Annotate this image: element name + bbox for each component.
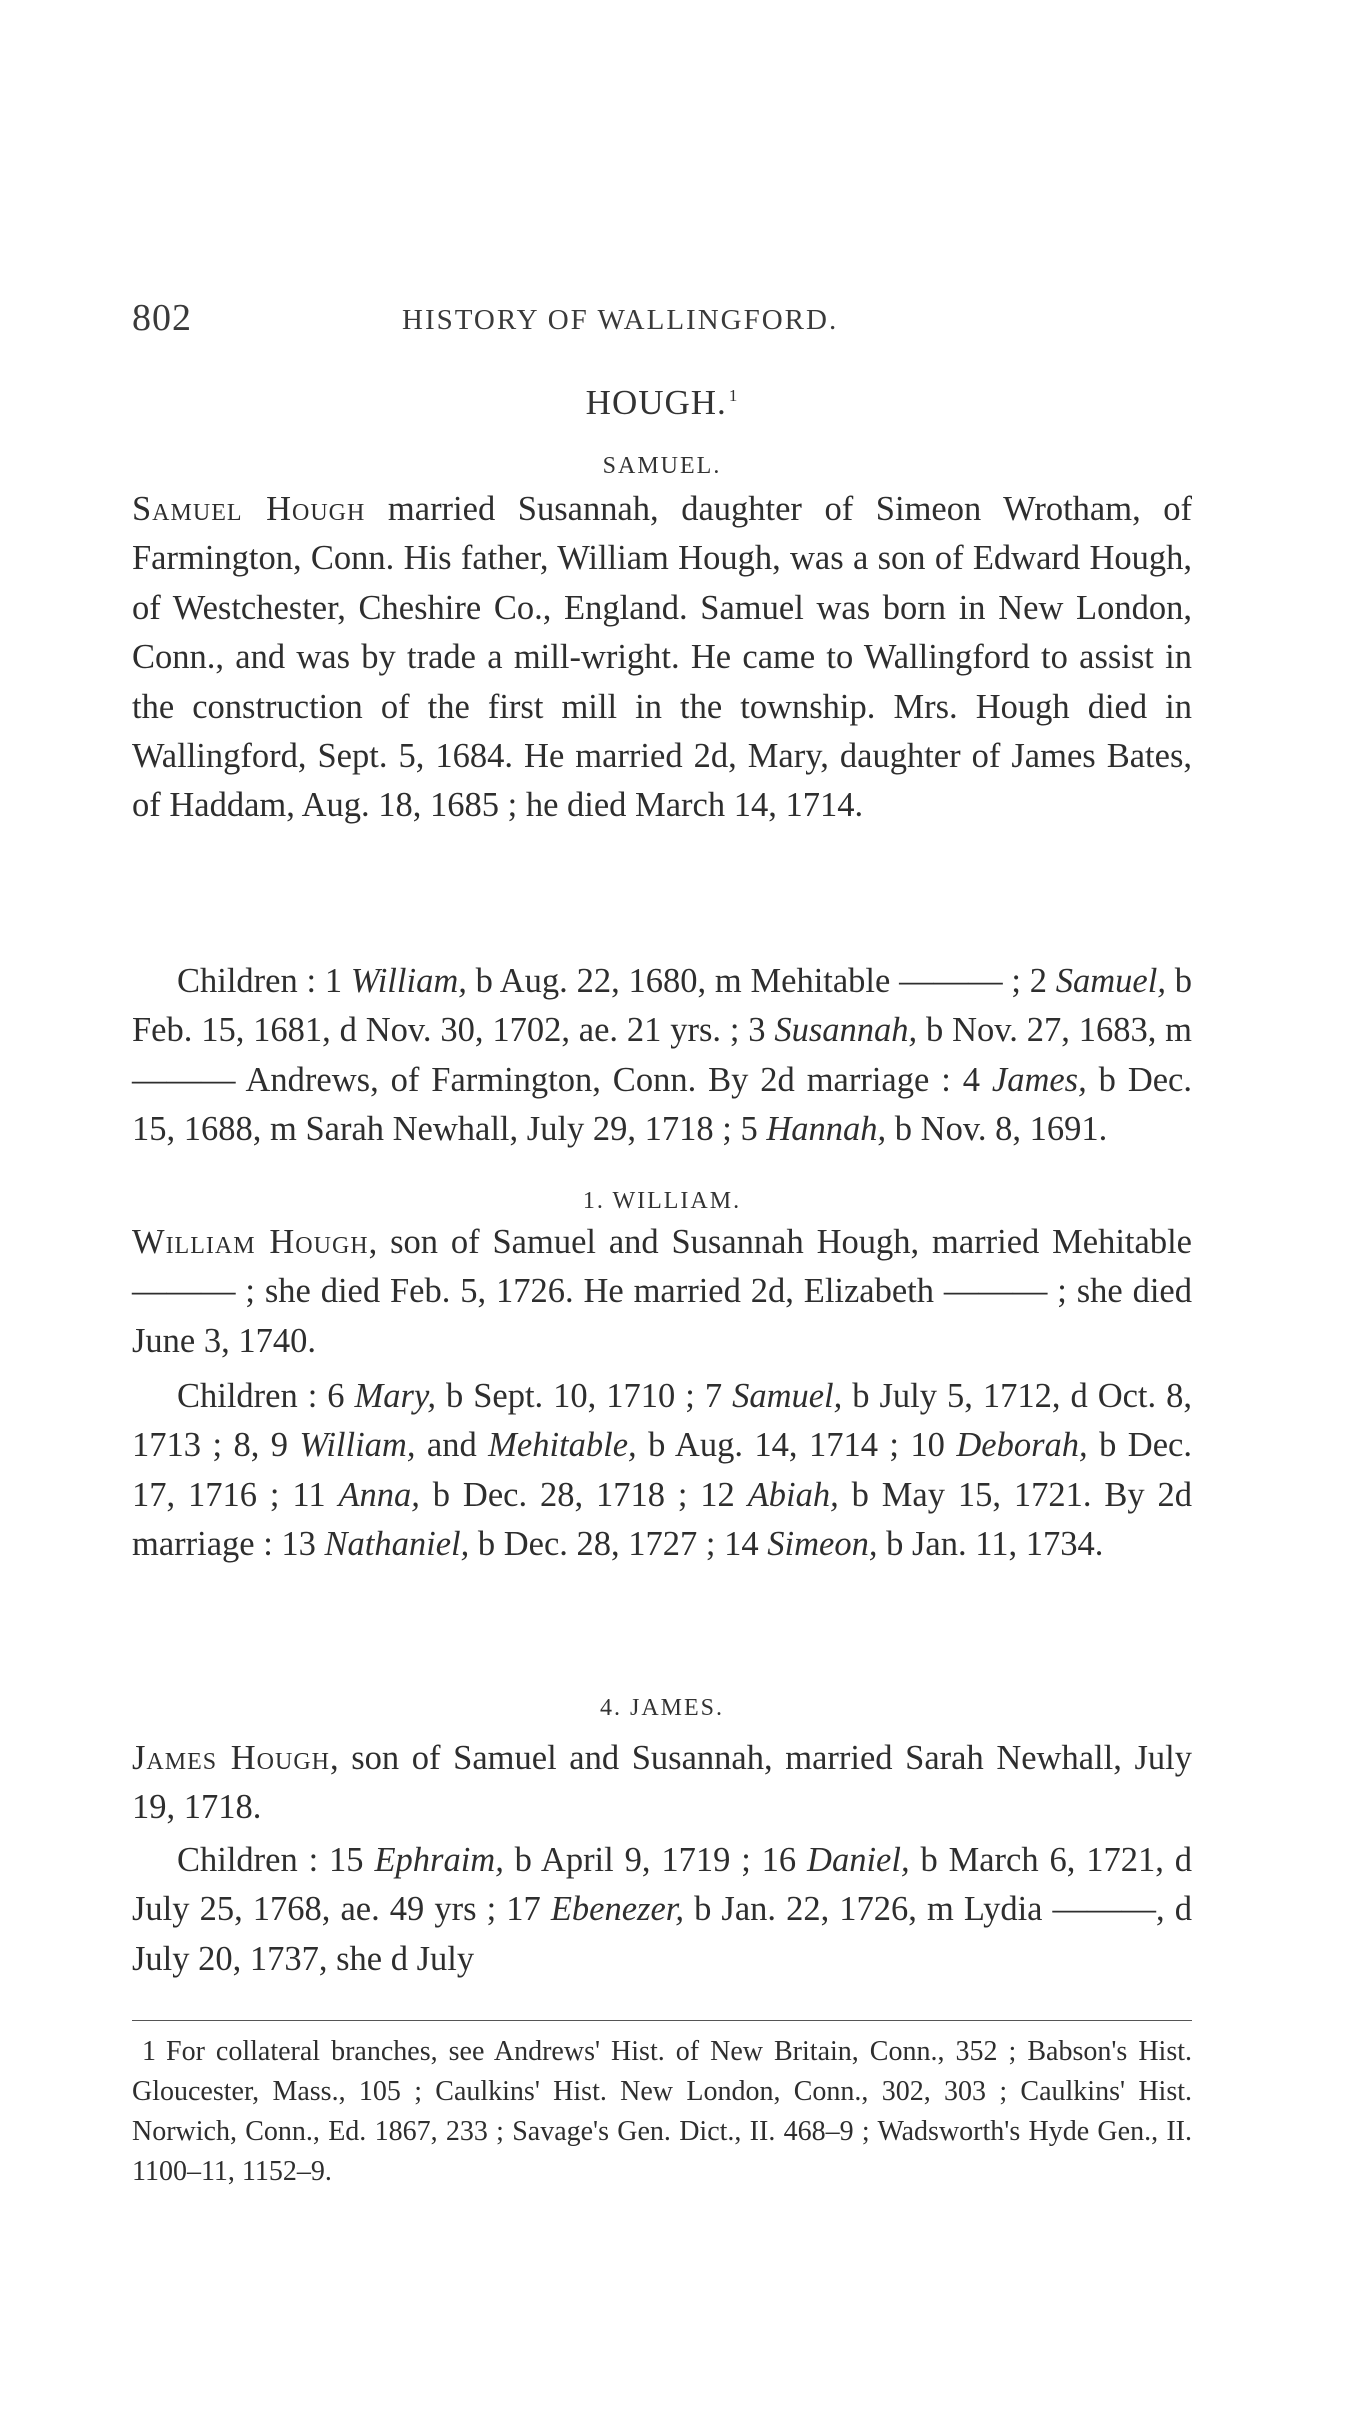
child-name: Susannah, [774,1011,918,1050]
running-head [132,296,1192,346]
paragraph-james-text: , son of Samuel and Susannah, married Sarah Newhall, July 19, 1718. [132,1739,1192,1827]
paragraph-james [132,1734,1192,1833]
paragraph-william [132,1218,1192,1366]
child-name: Anna, [338,1475,420,1514]
child-name: Mary, [354,1377,436,1415]
child-name: Nathaniel, [324,1525,470,1564]
section-heading-samuel: SAMUEL. [602,453,722,479]
child-text: b Jan. 11, 1734. [877,1525,1104,1564]
paragraph-samuel-text: married Susannah, daughter of Simeon Wrotham, of Farmington, Conn. His father, William Hough, was a son of Edward Hough, of Westchester, Cheshire Co., England. Samuel was born in New London, Conn., and was by trade a mill-wright. He came to Wallingford to assist in the construction of the first mill in the township. Mrs. Hough died in Wallingford, Sept. 5, 1684. He married 2d, Mary, daughter of James Bates, of Haddam, Aug. 18, 1685 ; he died March 14, 1714. [132,490,1193,825]
child-text: b Dec. 28, 1718 ; 12 [419,1475,748,1514]
child-name: William, [299,1426,416,1465]
footnote [132,2032,1192,2192]
child-name: Daniel, [807,1841,910,1879]
footnote-reference: 1 [728,386,739,406]
child-text: b April 9, 1719 ; 16 [503,1841,808,1879]
family-heading [132,383,1192,423]
person-name-james-hough: James Hough [132,1739,330,1777]
page-number: 802 [132,297,192,339]
paragraph-james-children [132,1836,1192,1984]
paragraph-william-children [132,1372,1192,1570]
child-name: Samuel, [732,1377,843,1415]
section-heading-william: 1. WILLIAM. [582,1188,742,1214]
paragraph-samuel [132,485,1192,831]
paragraph-william-text: , son of Samuel and Susannah Hough, married Mehitable ——— ; she died Feb. 5, 1726. He married 2d, Elizabeth ——— ; she died June 3, 1740. [132,1223,1192,1360]
running-title: HISTORY OF WALLINGFORD. [402,304,839,336]
child-name: Ebenezer, [550,1890,685,1929]
child-text: b Sept. 10, 1710 ; 7 [435,1377,733,1415]
child-text: b July 5, 1712, d Oct. 8, 1713 ; 8, 9 [132,1377,1192,1465]
children-lead: Children : 15 [177,1841,375,1879]
child-text: b Aug. 22, 1680, m Mehitable ——— ; 2 [466,962,1056,1000]
child-name: James, [991,1060,1087,1099]
person-name-samuel-hough: Samuel Hough [132,490,366,528]
child-name: Samuel, [1055,962,1166,1000]
footnote-marker: 1 [142,2036,156,2067]
child-name: Mehitable, [488,1426,637,1465]
child-name: William, [350,962,467,1000]
child-text: b Nov. 27, 1683, m ——— Andrews, of Farmington, Conn. By 2d marriage : 4 [132,1011,1192,1099]
child-text: b Jan. 22, 1726, m Lydia ———, d July 20, 1737, she d July [132,1890,1192,1978]
child-name: Ephraim, [374,1841,504,1879]
paragraph-samuel-children [132,957,1192,1155]
children-lead: Children : 6 [177,1377,355,1415]
child-name: Deborah, [956,1426,1088,1465]
child-name: Simeon, [767,1525,878,1564]
family-heading-text: HOUGH. [585,383,727,422]
child-name: Hannah, [766,1110,887,1149]
footnote-text: For collateral branches, see Andrews' Hist. of New Britain, Conn., 352 ; Babson's Hist. Gloucester, Mass., 105 ; Caulkins' Hist. New London, Conn., 302, 303 ; Caulkins' Hist. Norwich, Conn., Ed. 1867, 233 ; Savage's Gen. Dict., II. 468–9 ; Wadsworth's Hyde Gen., II. 1100–11, 1152–9. [132,2036,1192,2187]
child-text: b March 6, 1721, d July 25, 1768, ae. 49 yrs ; 17 [132,1841,1192,1929]
child-text: b May 15, 1721. By 2d marriage : 13 [132,1475,1193,1564]
footnote-divider [132,2020,1192,2021]
child-text: b Dec. 15, 1688, m Sarah Newhall, July 29, 1718 ; 5 [132,1060,1192,1149]
child-text: b Feb. 15, 1681, d Nov. 30, 1702, ae. 21 yrs. ; 3 [132,962,1192,1050]
child-name: Abiah, [747,1475,839,1514]
child-text: b Dec. 28, 1727 ; 14 [469,1525,768,1564]
child-text: and [415,1426,489,1465]
child-text: b Aug. 14, 1714 ; 10 [636,1426,957,1465]
child-text: b Dec. 17, 1716 ; 11 [132,1426,1192,1514]
children-lead: Children : 1 [177,962,351,1000]
section-heading-james: 4. JAMES. [599,1695,725,1721]
child-text: b Nov. 8, 1691. [886,1110,1108,1149]
person-name-william-hough: William Hough [132,1223,369,1261]
